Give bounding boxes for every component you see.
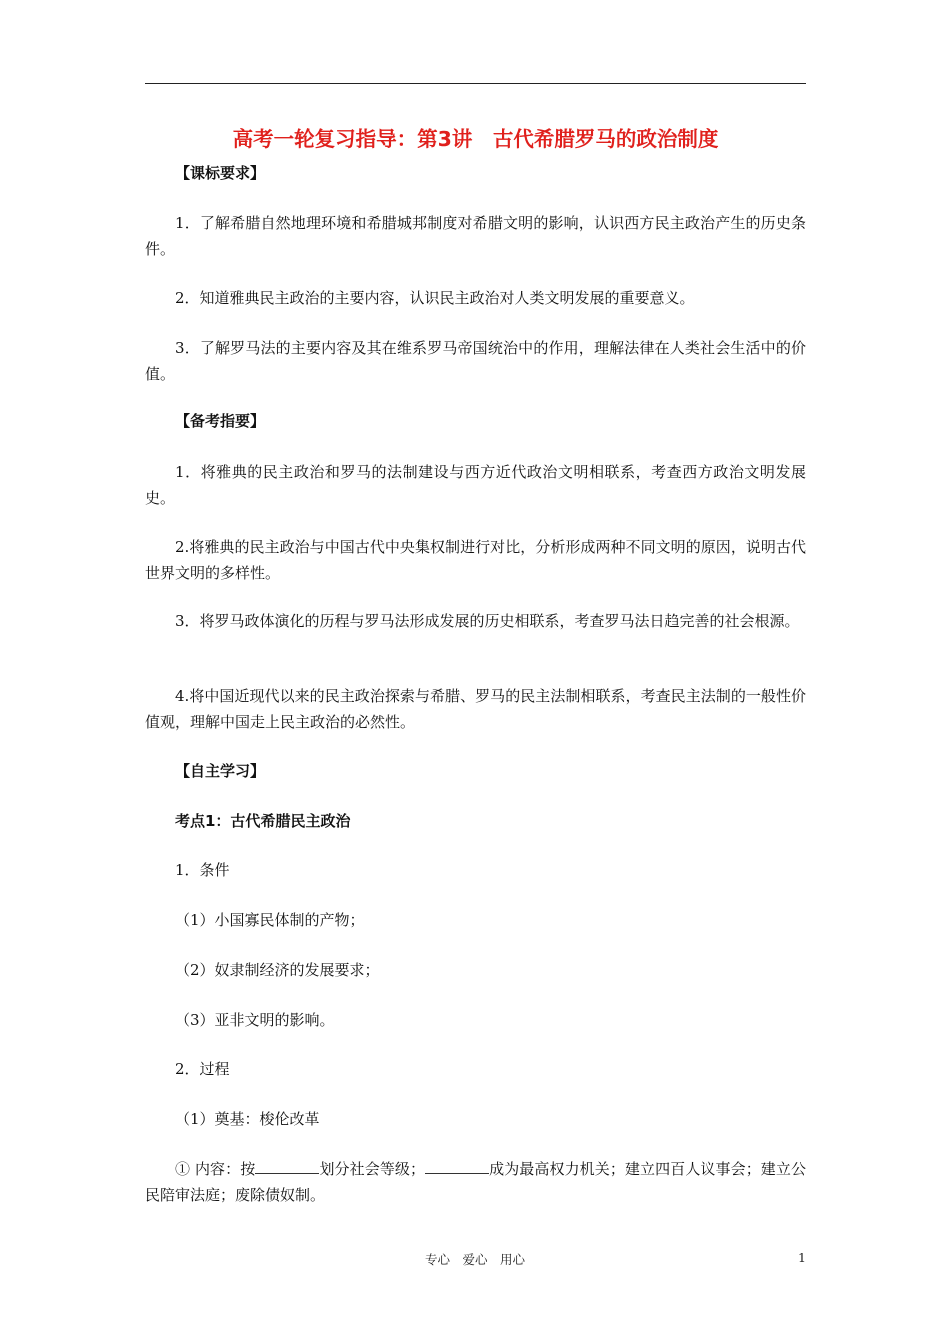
content-paragraph <box>145 1156 806 1208</box>
condition-item-3: （3）亚非文明的影响。 <box>175 1011 335 1029</box>
page-title: 高考一轮复习指导：第3讲 古代希腊罗马的政治制度 <box>232 127 719 151</box>
exam-guide-item-4: 4.将中国近现代以来的民主政治探索与希腊、罗马的民主法制相联系，考查民主法制的一般性价值观，理解中国走上民主政治的必然性。 <box>145 687 806 731</box>
condition-item-2: （2）奴隶制经济的发展要求； <box>175 961 380 979</box>
footer-text: 专心 爱心 用心 <box>424 1252 525 1267</box>
content-part-3: 成为最高权力机关；建立四百人议事会；建立公民陪审法庭；废除债奴制。 <box>145 1160 806 1204</box>
curriculum-item-1: 1．了解希腊自然地理环境和希腊城邦制度对希腊文明的影响，认识西方民主政治产生的历史条件。 <box>145 214 806 258</box>
page-number: 1 <box>798 1250 806 1265</box>
condition-item-1: （1）小国寡民体制的产物； <box>175 911 365 929</box>
process-item-1: （1）奠基：梭伦改革 <box>175 1110 320 1128</box>
content-part-1: ① 内容：按 <box>175 1160 256 1178</box>
fill-blank-1[interactable] <box>255 1159 319 1174</box>
content-part-2: 划分社会等级； <box>319 1160 426 1178</box>
conditions-label: 1．条件 <box>175 861 230 879</box>
curriculum-item-3: 3．了解罗马法的主要内容及其在维系罗马帝国统治中的作用，理解法律在人类社会生活中的价值。 <box>145 339 806 383</box>
exam-guide-item-3: 3．将罗马政体演化的历程与罗马法形成发展的历史相联系，考查罗马法日趋完善的社会根源。 <box>175 612 800 630</box>
process-label: 2．过程 <box>175 1060 230 1078</box>
header-rule <box>145 83 806 84</box>
curriculum-item-2: 2．知道雅典民主政治的主要内容，认识民主政治对人类文明发展的重要意义。 <box>175 289 695 307</box>
exam-guide-item-2: 2.将雅典的民主政治与中国古代中央集权制进行对比，分析形成两种不同文明的原因，说明古代世界文明的多样性。 <box>145 538 806 582</box>
section-heading-curriculum: 【课标要求】 <box>175 164 266 182</box>
section-heading-self-study: 【自主学习】 <box>175 762 266 780</box>
fill-blank-2[interactable] <box>425 1159 489 1174</box>
exam-guide-item-1: 1．将雅典的民主政治和罗马的法制建设与西方近代政治文明相联系，考查西方政治文明发展史。 <box>145 463 806 507</box>
section-heading-exam-guide: 【备考指要】 <box>175 412 266 430</box>
point-heading: 考点1：古代希腊民主政治 <box>175 812 351 830</box>
